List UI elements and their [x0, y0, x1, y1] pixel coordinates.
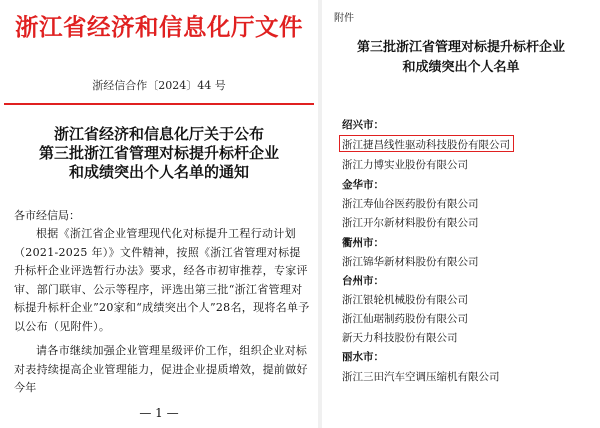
red-divider-line	[4, 103, 314, 105]
notice-title-line: 第三批浙江省管理对标提升标杆企业	[38, 144, 279, 162]
list-title-line: 第三批浙江省管理对标提升标杆企业	[356, 40, 565, 55]
company-entry: 浙江锦华新材料股份有限公司	[342, 256, 479, 268]
document-page-attachment	[322, 0, 600, 428]
body-paragraph: 请各市继续加强企业管理星级评价工作，组织企业对标对表持续提高企业管理能力，促进企业提质增效，提前做好今年	[14, 344, 308, 394]
company-entry: 新天力科技股份有限公司	[342, 332, 458, 344]
region-label: 台州市：	[342, 275, 384, 287]
notice-title-line: 和成绩突出个人名单的通知	[68, 163, 249, 181]
company-entry: 浙江捷昌线性驱动科技股份有限公司	[342, 139, 510, 151]
list-title-line: 和成绩突出个人名单	[402, 60, 520, 75]
notice-title	[0, 125, 318, 182]
page-number: — 1 —	[139, 406, 179, 420]
region-label: 衢州市：	[342, 237, 384, 249]
region-label: 丽水市：	[342, 351, 384, 363]
document-number: 浙经信合作〔2024〕44 号	[92, 79, 226, 92]
notice-title-line: 浙江省经济和信息化厅关于公布	[53, 125, 264, 143]
list-title	[322, 38, 600, 78]
company-entry: 浙江仙琚制药股份有限公司	[342, 313, 468, 325]
company-entry: 浙江三田汽车空调压缩机有限公司	[342, 371, 500, 383]
company-entry: 浙江力博实业股份有限公司	[342, 159, 468, 171]
region-label: 绍兴市：	[342, 119, 384, 131]
company-entry: 浙江寿仙谷医药股份有限公司	[342, 198, 479, 210]
addressee-line: 各市经信局：	[14, 209, 80, 222]
company-entry: 浙江开尔新材料股份有限公司	[342, 217, 479, 229]
document-header-title: 浙江省经济和信息化厅文件	[15, 13, 303, 41]
attachment-label: 附件	[334, 13, 354, 24]
body-paragraph: 根据《浙江省企业管理现代化对标提升工程行动计划（2021-2025 年）》文件精神，按照《浙江省管理对标提升标杆企业评选暂行办法》要求，经各市初审推荐，专家评审、部门联审、公示等程序，评选出第三批“浙江省管理对标提升标杆企业”20家和“成绩突出个人”28名，现将名单予以公布（见附件）。	[14, 227, 310, 333]
company-entry: 浙江银轮机械股份有限公司	[342, 294, 468, 306]
region-label: 金华市：	[342, 179, 384, 191]
